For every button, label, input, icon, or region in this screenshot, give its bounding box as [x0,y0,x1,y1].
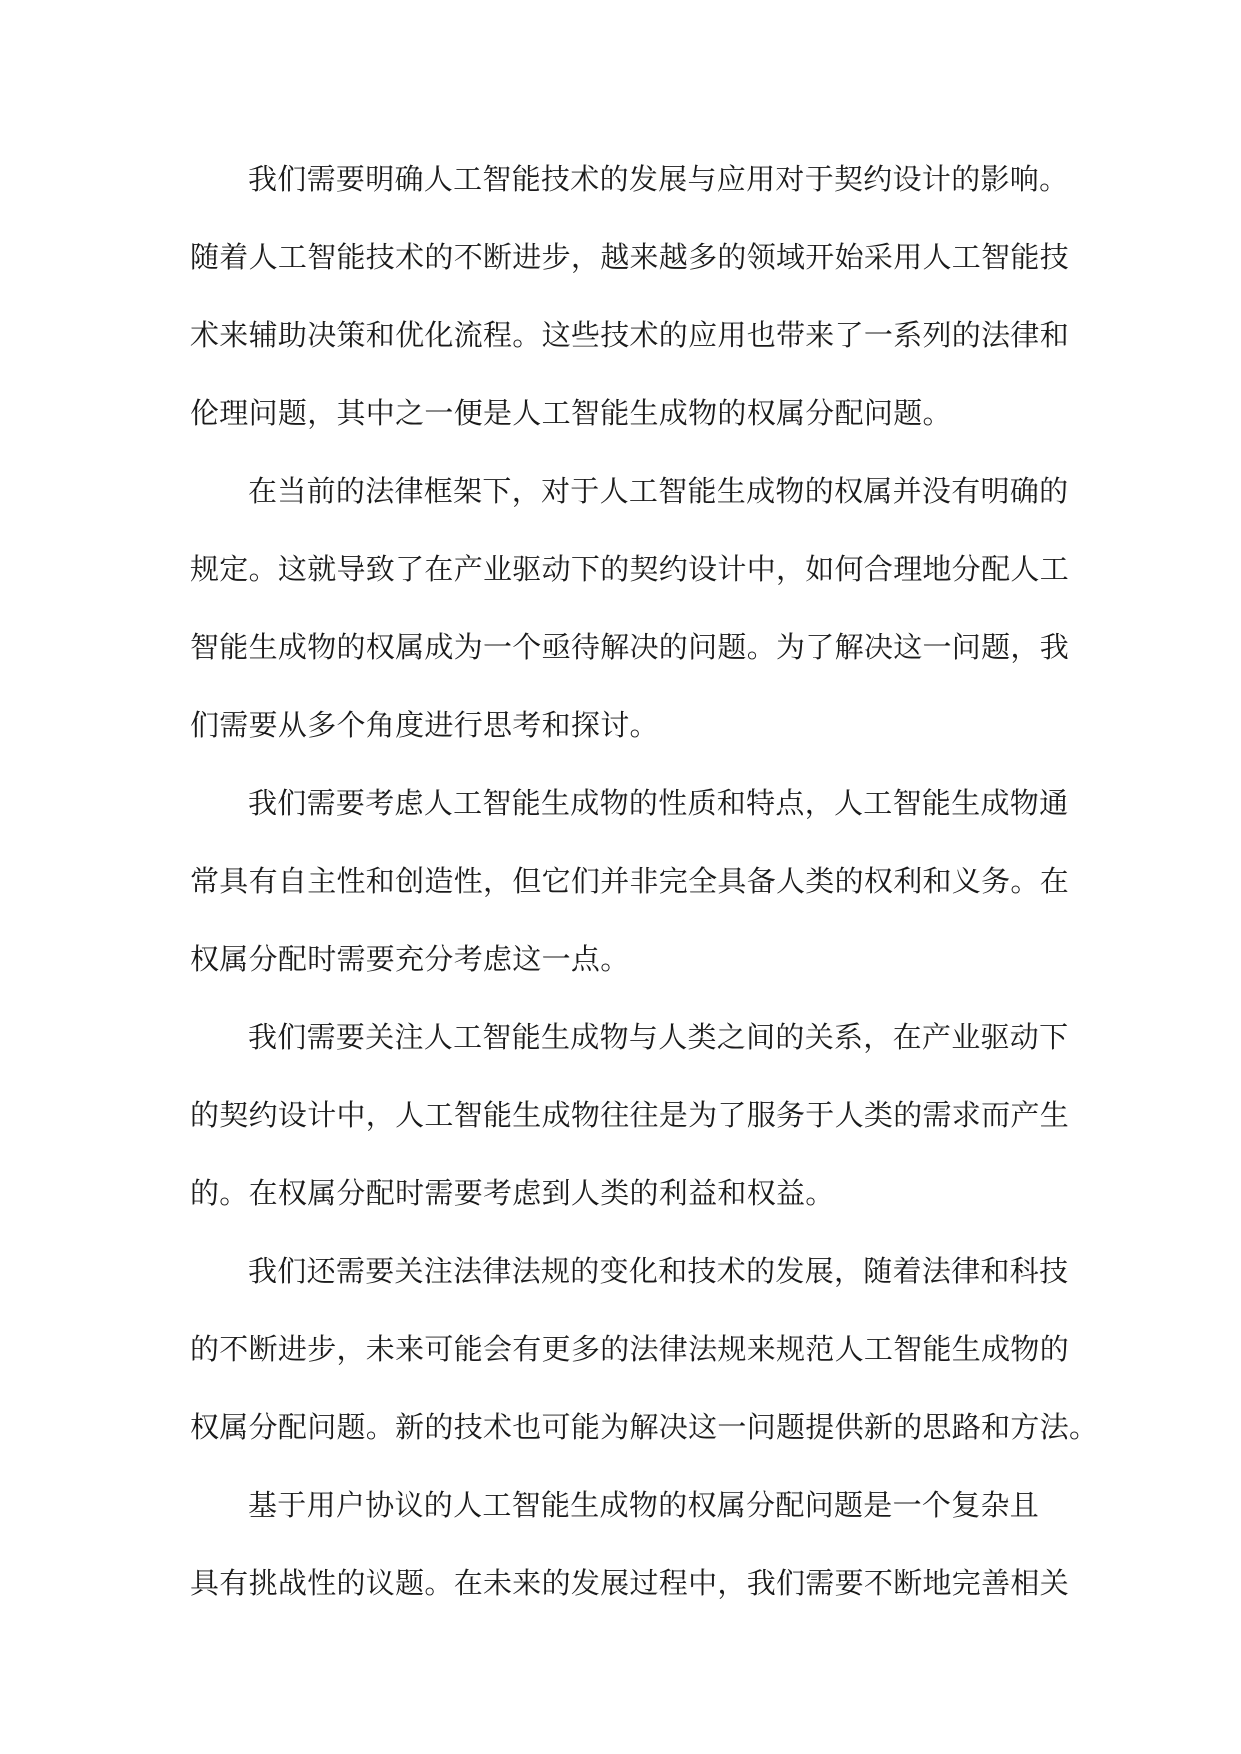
paragraph-line: 我们需要关注人工智能生成物与人类之间的关系，在产业驱动下 [248,1020,1069,1054]
paragraph-line: 随着人工智能技术的不断进步，越来越多的领域开始采用人工智能技 [190,240,1070,274]
paragraph-line: 在当前的法律框架下，对于人工智能生成物的权属并没有明确的 [248,474,1069,508]
paragraph-line: 智能生成物的权属成为一个亟待解决的问题。为了解决这一问题，我 [190,630,1070,664]
document-body [190,140,1099,1622]
paragraph-line: 的不断进步，未来可能会有更多的法律法规来规范人工智能生成物的 [190,1332,1070,1366]
paragraph-line: 的契约设计中，人工智能生成物往往是为了服务于人类的需求而产生 [190,1098,1070,1132]
paragraph-5 [190,1232,1099,1466]
paragraph-line: 权属分配问题。新的技术也可能为解决这一问题提供新的思路和方法。 [190,1410,1099,1444]
paragraph-line: 的。在权属分配时需要考虑到人类的利益和权益。 [190,1176,835,1210]
paragraph-1 [190,140,1070,452]
paragraph-line: 权属分配时需要充分考虑这一点。 [190,942,630,976]
paragraph-line: 我们需要考虑人工智能生成物的性质和特点，人工智能生成物通 [248,786,1069,820]
paragraph-line: 常具有自主性和创造性，但它们并非完全具备人类的权利和义务。在 [190,864,1070,898]
paragraph-line: 规定。这就导致了在产业驱动下的契约设计中，如何合理地分配人工 [190,552,1070,586]
paragraph-line: 术来辅助决策和优化流程。这些技术的应用也带来了一系列的法律和 [190,318,1070,352]
paragraph-line: 具有挑战性的议题。在未来的发展过程中，我们需要不断地完善相关 [190,1566,1070,1600]
paragraph-line: 们需要从多个角度进行思考和探讨。 [190,708,659,742]
paragraph-line: 我们需要明确人工智能技术的发展与应用对于契约设计的影响。 [248,162,1069,196]
paragraph-6 [190,1466,1070,1622]
paragraph-3 [190,764,1070,998]
paragraph-line: 伦理问题，其中之一便是人工智能生成物的权属分配问题。 [190,396,952,430]
paragraph-line: 基于用户协议的人工智能生成物的权属分配问题是一个复杂且 [248,1488,1040,1522]
paragraph-2 [190,452,1070,764]
paragraph-line: 我们还需要关注法律法规的变化和技术的发展，随着法律和科技 [248,1254,1069,1288]
paragraph-4 [190,998,1070,1232]
